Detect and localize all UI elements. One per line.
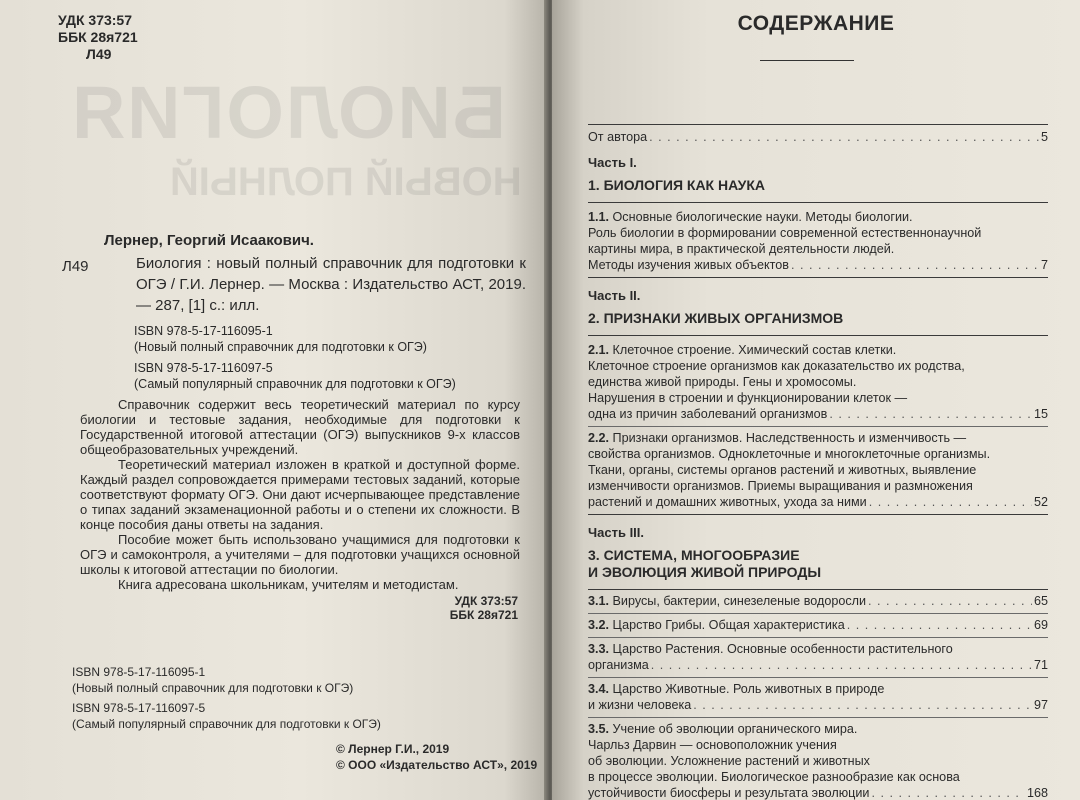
toc-item-3-2[interactable] xyxy=(588,613,1048,633)
toc-line: Методы изучения живых объектов xyxy=(588,258,789,272)
toc-line: единства живой природы. Гены и хромосомы. xyxy=(588,375,857,389)
leader-dots xyxy=(791,257,1039,273)
toc-page-number: 168 xyxy=(1026,786,1048,800)
toc-line: Царство Грибы. Общая характеристика xyxy=(612,618,845,632)
toc-page-number: 7 xyxy=(1040,258,1048,272)
toc-line: Ткани, органы, системы органов растений и животных, выявление xyxy=(588,463,977,477)
toc-line: устойчивости биосферы и результата эволюции xyxy=(588,786,870,800)
isbn-bottom-1 xyxy=(72,664,353,696)
section-number: 3.5. xyxy=(588,722,610,736)
toc-line: растений и домашних животных, ухода за ними xyxy=(588,495,867,509)
toc-page-number: 65 xyxy=(1033,594,1048,608)
toc-line: Основные биологические науки. Методы биологии. xyxy=(612,210,913,224)
author-mark: Л49 xyxy=(86,46,112,62)
leader-dots xyxy=(847,617,1032,633)
show-through-subtitle: НОВЫЙ ПОЛНЫЙ xyxy=(170,160,522,204)
classification-codes-bottom xyxy=(450,594,518,622)
toc-line: Роль биологии в формировании современной естественнонаучной xyxy=(588,226,982,240)
toc-item-3-4[interactable] xyxy=(588,677,1048,713)
isbn-note: (Новый полный справочник для подготовки к ОГЭ) xyxy=(134,340,427,354)
toc-line: Нарушения в строении и функционировании клеток — xyxy=(588,391,908,405)
title-rule xyxy=(760,60,854,61)
leader-dots xyxy=(693,697,1032,713)
table-of-contents xyxy=(588,124,1048,800)
bbk-code: ББК 28я721 xyxy=(58,29,138,45)
toc-line: свойства организмов. Одноклеточные и многоклеточные организмы. xyxy=(588,447,991,461)
toc-line: Клеточное строение организмов как доказательство их родства, xyxy=(588,359,965,373)
toc-entry-label: От автора xyxy=(588,130,648,144)
part-heading: 1. БИОЛОГИЯ КАК НАУКА xyxy=(588,177,766,193)
annotation-paragraph: Книга адресована школьникам, учителям и методистам. xyxy=(118,577,459,592)
part-label: Часть I. xyxy=(588,155,637,170)
divider xyxy=(588,277,1048,278)
toc-page-number: 97 xyxy=(1033,698,1048,712)
leader-dots xyxy=(869,494,1032,510)
toc-title: СОДЕРЖАНИЕ xyxy=(737,12,895,35)
section-number: 3.2. xyxy=(588,618,610,632)
isbn-note: (Самый популярный справочник для подготовки к ОГЭ) xyxy=(134,377,456,391)
toc-line: одна из причин заболеваний организмов xyxy=(588,407,828,421)
classification-codes xyxy=(58,12,138,63)
annotation xyxy=(80,397,520,592)
toc-page-number: 5 xyxy=(1040,130,1048,144)
toc-line: Вирусы, бактерии, синезеленые водоросли xyxy=(612,594,867,608)
show-through-title: БИОЛОГИЯ xyxy=(70,71,506,154)
shelf-mark: Л49 xyxy=(62,258,89,275)
toc-line: об эволюции. Усложнение растений и животных xyxy=(588,754,870,768)
toc-line: Царство Растения. Основные особенности растительного xyxy=(612,642,953,656)
annotation-paragraph: Теоретический материал изложен в краткой и доступной форме. Каждый раздел сопровождается примерами тестовых заданий, которые соответствуют формату ОГЭ. Они дают исчерпывающее представление о типах заданий экзаменационной работы и о степени их сложности. В конце пособия даны ответы на задания. xyxy=(80,457,520,532)
toc-line: и жизни человека xyxy=(588,698,692,712)
toc-line: Чарльз Дарвин — основоположник учения xyxy=(588,738,837,752)
section-number: 2.1. xyxy=(588,343,610,357)
toc-line: организма xyxy=(588,658,649,672)
annotation-paragraph: Справочник содержит весь теоретический материал по курсу биологии и тестовые задания, необходимые для подготовки к Государственной итоговой аттестации (ОГЭ) выпускников 9-х классов общеобразовательных учреждений. xyxy=(80,397,520,457)
toc-line: изменчивости организмов. Приемы выращивания и размножения xyxy=(588,479,973,493)
author-name: Лернер, Георгий Исаакович. xyxy=(104,232,314,249)
toc-item-3-5[interactable] xyxy=(588,717,1048,800)
isbn-note: (Новый полный справочник для подготовки к ОГЭ) xyxy=(72,681,354,695)
isbn: ISBN 978-5-17-116095-1 xyxy=(72,665,206,679)
part-label: Часть III. xyxy=(588,525,645,540)
toc-page-number: 69 xyxy=(1033,618,1048,632)
toc-line: Признаки организмов. Наследственность и изменчивость — xyxy=(612,431,967,445)
section-number: 3.3. xyxy=(588,642,610,656)
leader-dots xyxy=(871,785,1025,800)
isbn: ISBN 978-5-17-116097-5 xyxy=(72,701,206,715)
isbn-block-2 xyxy=(134,360,456,392)
udc-code: УДК 373:57 xyxy=(454,594,518,608)
section-number: 3.4. xyxy=(588,682,610,696)
copyright-author: © Лернер Г.И., 2019 xyxy=(336,742,450,756)
toc-line: в процессе эволюции. Биологическое разнообразие как основа xyxy=(588,770,960,784)
leader-dots xyxy=(651,657,1032,673)
toc-item-2-2[interactable] xyxy=(588,426,1048,510)
part-heading: 2. ПРИЗНАКИ ЖИВЫХ ОРГАНИЗМОВ xyxy=(588,310,844,326)
divider xyxy=(588,514,1048,515)
isbn: ISBN 978-5-17-116097-5 xyxy=(134,361,273,375)
section-number: 1.1. xyxy=(588,210,610,224)
annotation-paragraph: Пособие может быть использовано учащимися для подготовки к ОГЭ и самоконтроля, а учителями – для подготовки учащихся основной школы к итоговой аттестации по биологии. xyxy=(80,532,520,577)
section-number: 2.2. xyxy=(588,431,610,445)
bibliographic-description: Биология : новый полный справочник для подготовки к ОГЭ / Г.И. Лернер. — Москва : Издательство АСТ, 2019. — 287, [1] с.: илл. xyxy=(136,255,526,314)
toc-item-3-3[interactable] xyxy=(588,637,1048,673)
toc-item-3-1[interactable] xyxy=(588,589,1048,609)
toc-line: Учение об эволюции органического мира. xyxy=(612,722,858,736)
toc-line: Царство Животные. Роль животных в природе xyxy=(612,682,885,696)
leader-dots xyxy=(649,129,1039,145)
toc-line: картины мира, в практической деятельности людей. xyxy=(588,242,895,256)
toc-line: Клеточное строение. Химический состав клетки. xyxy=(612,343,897,357)
toc-item-1-1[interactable] xyxy=(588,202,1048,273)
udc-code: УДК 373:57 xyxy=(58,12,132,28)
right-page xyxy=(552,0,1080,800)
leader-dots xyxy=(829,406,1032,422)
isbn-block-1 xyxy=(134,323,427,355)
isbn-note: (Самый популярный справочник для подготовки к ОГЭ) xyxy=(72,717,381,731)
toc-item-2-1[interactable] xyxy=(588,335,1048,422)
toc-page-number: 71 xyxy=(1033,658,1048,672)
bbk-code: ББК 28я721 xyxy=(449,608,518,622)
part-label: Часть II. xyxy=(588,288,641,303)
isbn-bottom-2 xyxy=(72,700,381,732)
section-number: 3.1. xyxy=(588,594,610,608)
toc-page-number: 52 xyxy=(1033,495,1048,509)
toc-entry-from-author[interactable] xyxy=(588,125,1048,145)
part-heading xyxy=(588,547,1048,581)
isbn: ISBN 978-5-17-116095-1 xyxy=(134,324,273,338)
part-heading-line: И ЭВОЛЮЦИЯ ЖИВОЙ ПРИРОДЫ xyxy=(588,564,822,580)
toc-page-number: 15 xyxy=(1033,407,1048,421)
leader-dots xyxy=(868,593,1032,609)
copyright-publisher: © ООО «Издательство АСТ», 2019 xyxy=(336,758,538,772)
part-heading-line: 3. СИСТЕМА, МНОГООБРАЗИЕ xyxy=(588,547,800,563)
